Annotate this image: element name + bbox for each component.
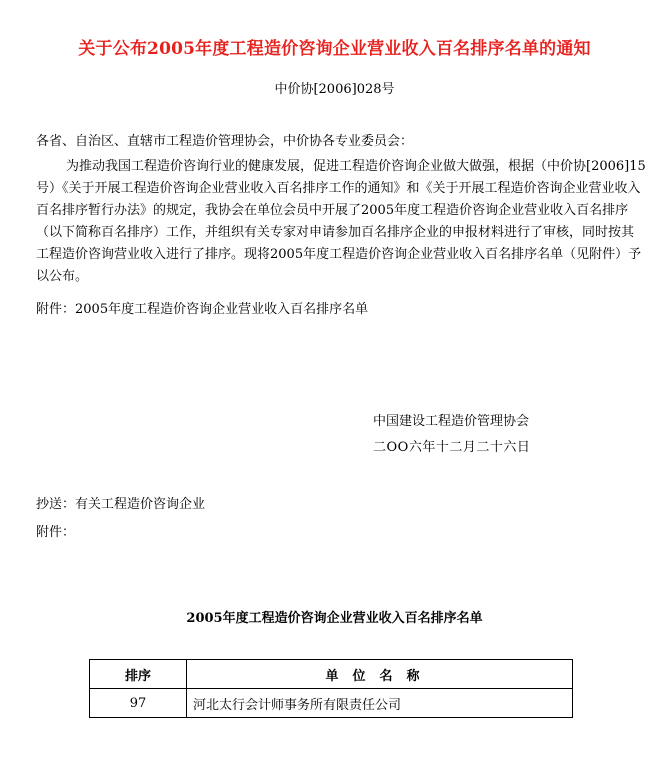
rank-column-header: 排序 — [90, 660, 187, 689]
document-number: 中价协[2006]028号 — [274, 82, 395, 97]
company-name-cell: 河北太行会计师事务所有限责任公司 — [187, 689, 573, 718]
attachment-label: 附件： — [36, 525, 76, 540]
notice-body: 为推动我国工程造价咨询行业的健康发展，促进工程造价咨询企业做大做强，根据（中价协[2006]15号）《关于开展工程造价咨询企业营业收入百名排序工作的通知》和《关于开展工程造价咨询企业营业收入百名排序暂行办法》的规定，我协会在单位会员中开展了2005年度工程造价咨询企业营业收入百名排序（以下简称百名排序）工作，并组织有关专家对申请参加百名排序企业的申报材料进行了审核，同时按其工程造价咨询营业收入进行了排序。现将2005年度工程造价咨询企业营业收入百名排序名单（见附件）予以公布。 — [36, 159, 646, 284]
cc-line: 抄送：有关工程造价咨询企业 — [36, 497, 206, 512]
table-row — [90, 689, 573, 718]
rank-cell: 97 — [90, 689, 187, 718]
table-header-row — [90, 660, 573, 689]
signature-date: 二OO六年十二月二十六日 — [373, 440, 531, 455]
attachment-reference: 附件：2005年度工程造价咨询企业营业收入百名排序名单 — [36, 302, 369, 317]
name-column-header: 单位名称 — [187, 660, 573, 689]
salutation: 各省、自治区、直辖市工程造价管理协会，中价协各专业委员会： — [36, 134, 414, 149]
ranking-table — [89, 659, 573, 718]
ranking-list-title: 2005年度工程造价咨询企业营业收入百名排序名单 — [186, 611, 483, 626]
signature-organization: 中国建设工程造价管理协会 — [373, 414, 530, 429]
notice-title: 关于公布2005年度工程造价咨询企业营业收入百名排序名单的通知 — [78, 39, 591, 59]
